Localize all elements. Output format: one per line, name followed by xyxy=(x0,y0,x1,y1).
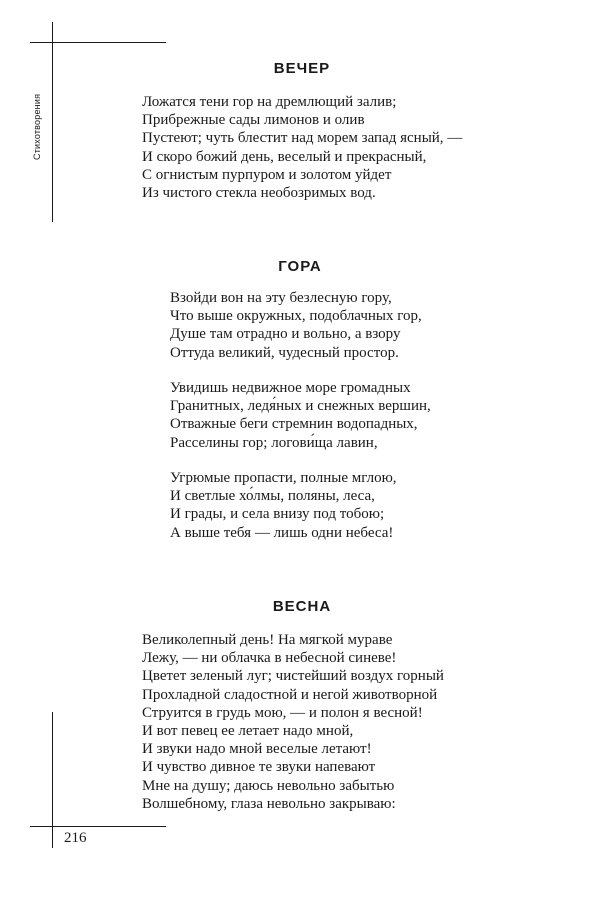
verse-line: И звуки надо мной веселые летают! xyxy=(142,741,372,758)
stanza xyxy=(170,289,422,362)
verse-line: Цветет зеленый луг; чистейший воздух горный xyxy=(142,668,444,685)
verse-line: А выше тебя — лишь одни небеса! xyxy=(170,524,394,541)
verse-line: Лежу, — ни облачка в небесной синеве! xyxy=(142,650,397,667)
verse-line: И скоро божий день, веселый и прекрасный, xyxy=(142,148,427,165)
verse-line: Волшебному, глаза невольно закрываю: xyxy=(142,795,396,812)
verse-line: Мне на душу; даюсь невольно забытью xyxy=(142,777,395,794)
verse-line: Взойди вон на эту безлесную гору, xyxy=(170,290,392,306)
verse-line: С огнистым пурпуром и золотом уйдет xyxy=(142,166,392,183)
verse-line: Что выше окружных, подоблачных гор, xyxy=(170,308,422,325)
verse-line: Струится в грудь мою, — и полон я весной! xyxy=(142,704,423,721)
poem-title: ГОРА xyxy=(278,258,322,275)
margin-rule-top-vertical xyxy=(52,22,53,222)
poem-title: ВЕЧЕР xyxy=(273,60,331,77)
verse-line: Ложатся тени гор на дремлющий залив; xyxy=(142,94,397,110)
verse-line: И светлые хо́лмы, поляны, леса, xyxy=(170,488,375,505)
stanza xyxy=(142,93,462,202)
verse-line: Прибрежные сады лимонов и олив xyxy=(142,112,365,129)
verse-line: Прохладной сладостной и негой животворной xyxy=(142,686,438,703)
poem-title: ВЕСНА xyxy=(272,598,332,615)
verse-line: Гранитных, ледя́ных и снежных вершин, xyxy=(170,398,431,415)
verse-line: Пустеют; чуть блестит над морем запад ясный, — xyxy=(142,130,463,147)
verse-line: И вот певец ее летает надо мной, xyxy=(142,723,354,740)
verse-line: Увидишь недвижное море громадных xyxy=(170,380,411,396)
stanza xyxy=(170,379,431,452)
verse-line: Из чистого стекла необозримых вод. xyxy=(142,185,376,202)
verse-line: И чувство дивное те звуки напевают xyxy=(142,759,376,776)
verse-line: Великолепный день! На мягкой мураве xyxy=(142,632,393,648)
verse-line: Оттуда великий, чудесный простор. xyxy=(170,344,399,361)
running-head: Стихотворения xyxy=(32,93,42,160)
page-number: 216 xyxy=(64,830,87,846)
verse-line: Отважные беги стремнин водопадных, xyxy=(170,416,418,433)
verse-line: Угрюмые пропасти, полные мглою, xyxy=(170,470,397,486)
stanza xyxy=(170,469,397,542)
margin-rule-bottom-vertical xyxy=(52,712,53,848)
margin-rule-top-horizontal xyxy=(30,42,166,43)
stanza xyxy=(142,631,444,813)
margin-rule-bottom-horizontal xyxy=(30,826,166,827)
verse-line: И грады, и села внизу под тобою; xyxy=(170,506,385,523)
verse-line: Расселины гор; логови́ща лавин, xyxy=(170,434,378,451)
verse-line: Душе там отрадно и вольно, а взору xyxy=(170,326,401,343)
